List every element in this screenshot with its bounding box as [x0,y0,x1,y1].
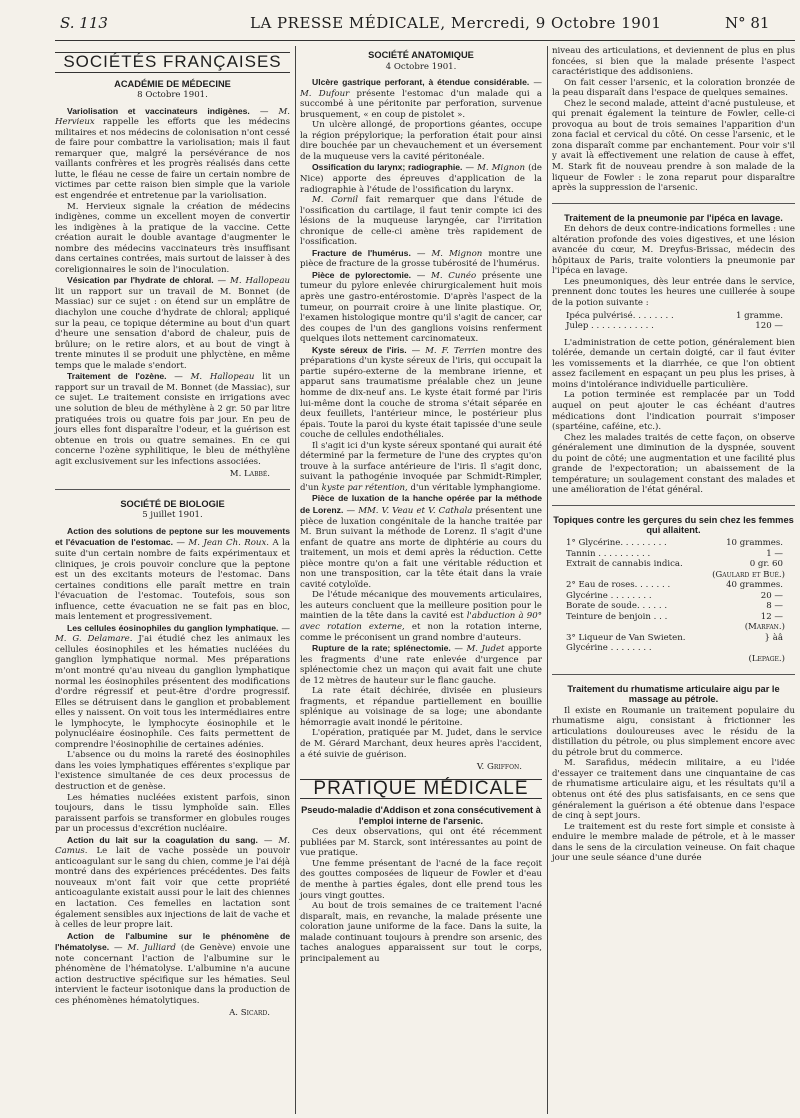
paragraph: L'opération, pratiquée par M. Judet, dans le service de M. Gérard Marchant, deux heures après l'accident, a été suivie de guérison. [300,728,542,760]
anatomique-heading: SOCIÉTÉ ANATOMIQUE [368,50,474,60]
paragraph: M. Cornil fait remarquer que dans l'étude de l'ossification du cartilage, il faut tenir compte ici des lésions de la muqueuse laryngée, car l'irritation chronique de celle-ci amène très rapidement de l'ossification. [300,195,543,248]
article-lait: Action du lait sur la coagulation du sang. — M. Camus. Le lait de vache possède un pouvoir anticoagulant sur le sang du chien, comme je l'ai déjà montré dans des expériences précédentes. Des faits nouveaux m'ont fait voir que cette propriété anticoagulante existait aussi pour le lait des chiennes en lactation. Ces femelles en lactation sont également sensibles aux injections de lait de vache et à celles de leur propre lait. [55,834,291,931]
paragraph: Ces deux observations, qui ont été récemment publiées par M. Starck, sont intéressantes au point de vue pratique. [300,827,542,859]
addison-heading: Pseudo-maladie d'Addison et zona consécutivement à l'emploi interne de l'arsenic. [301,805,541,826]
paragraph: Chez les malades traités de cette façon, on observe généralement une diminution de la dyspnée, souvent du point de côté; une augmentation et une facilité plus grande de l'expectoration; un abaissement de la température; un soulagement constant des malades et une amélioration de l'état général. [552,432,795,496]
column-3 [552,46,795,864]
paragraph: Il existe en Roumanie un traitement populaire du rhumatisme aigu, consistant à frictionner les articulations douloureuses avec le résidu de la distillation du pétrole, ou plus simplement encore avec du pétrole brut du commerce. [552,705,795,758]
academie-date: 8 Octobre 1901. [137,90,208,101]
divider [552,674,795,675]
article-humerus: Fracture de l'humérus. — M. Mignon montre une pièce de fracture de la grosse tubérosité de l'humérus. [300,247,542,270]
paragraph: On fait cesser l'arsenic, et la coloration bronzée de la peau disparaît dans l'espace de quelques semaines. [552,77,795,99]
paragraph: Un ulcère allongé, de proportions géantes, occupe la région prépylorique; la perforation était pour ainsi dire bouchée par un chevauchement et un éversement de la muqueuse vers la cavité péritonéale. [300,120,542,162]
paragraph: La rate était déchirée, divisée en plusieurs fragments, et répandue partiellement en bouillie splénique au voisinage de sa loge; une abondante hémorragie avait inondé le péritoine. [300,686,542,728]
article-vesication: Vésication par l'hydrate de chloral. — M. Hallopeau lit un rapport sur un travail de M. Bonnet (de Massiac) sur ce sujet : on étend sur un emplâtre de diachylon une couche d'hydrate de chloral; appliqué sur la peau, ce topique détermine au bout d'un quart d'heure une sensation d'abord de chaleur, puis de brûlure; on le retire alors, et au bout de vingt à trente minutes il se produit une phlyctène, en même temps que le malade s'endort. [55,275,290,371]
paragraph: L'administration de cette potion, généralement bien tolérée, demande un certain doigté, car il faut éviter les vomissements et la diarrhée, ce que l'on obtient assez facilement en espaçant un peu plus les prises, à moins d'intolérance individuelle particulière. [552,337,795,390]
paragraph: Au bout de trois semaines de ce traitement l'acné disparaît, mais, en revanche, la malade présente une coloration jaune uniforme de la face. Dans la suite, la malade continuant toujours à prendre son arsenic, des taches analogues apparaissent sur tout le corps, principalement au [300,901,542,964]
paragraph: En dehors de deux contre-indications formelles : une altération profonde des voies digestives, et une lésion avancée du cœur, M. Dreyfus-Brissac, médecin des hôpitaux de Paris, traite volontiers la pneumonie par l'ipéca en lavage. [552,224,795,277]
article-luxation: Pièce de luxation de la hanche opérée par la méthode de Lorenz. — MM. V. Veau et V. Cathala présentent une pièce de luxation congénitale de la hanche traitée par M. Brun suivant la méthode de Lorenz. Il s'agit d'une enfant de quatre ans morte de diphtérie au cours du traitement, un mois et demi après la réduction. Cette pièce montre qu'on a fait une véritable réduction et non une transposition, car la tête était dans la vraie cavité cotyloïde. [300,493,542,590]
page-number: S. 113 [60,14,108,32]
article-rate: Rupture de la rate; splénectomie. — M. Judet apporte les fragments d'une rate enlevée d'urgence par splénectomie chez un maçon qui avait fait une chute de 12 mètres de hauteur sur le flanc gauche. [300,643,542,686]
paragraph: Il s'agit ici d'un kyste séreux spontané qui aurait été déterminé par la fermeture de l'une des cryptes qu'on trouve à la surface antérieure de l'iris. Il s'agit donc, suivant la pathogénie invoquée par Schmidt-Rimpler, d'un kyste par rétention, d'un véritable lymphangiome. [300,440,542,493]
section-title-pratique: PRATIQUE MÉDICALE [300,779,542,800]
paragraph: Chez le second malade, atteint d'acné pustuleuse, et qui prenait également la teinture de Fowler, celle-ci provoqua au bout de trois semaines l'apparition d'un zona facial et cervical du côté. On cesse l'arsenic, et le zona disparaît comme par enchantement. Pour voir s'il y avait là effectivement une relation de cause à effet, M. Stark fit de nouveau prendre à son malade de la liqueur de Fowler : le zona reparut pour disparaître après la suppression de l'arsenic. [552,98,795,194]
recipe-ipeca: Ipéca pulvérisé. . . . . . . . 1 gramme. Julep . . . . . . . . . . . . 120 — [566,310,783,332]
biologie-heading: SOCIÉTÉ DE BIOLOGIE [120,498,225,509]
divider [552,505,795,506]
paragraph: M. Hervieux signale la création de médecins indigènes, comme un excellent moyen de convertir les indigènes à la pratique de la vaccine. Cette création aurait le double avantage d'augmenter le nombre des médecins vaccinateurs très insuffisant dans certaines contrées, mais surtout de laisser à des coreligionnaires le soin de l'inoculation. [55,201,290,275]
article-peptone: Action des solutions de peptone sur les mouvements et l'évacuation de l'estomac. — M. Jean Ch. Roux. A la suite d'un certain nombre de faits expérimentaux et cliniques, je crois pouvoir conclure que la peptone est un des excitants moteurs de l'estomac. Dans certaines conditions elle paraît mettre en train l'évacuation de l'estomac. Toutefois, sous son influence, cette évacuation ne se fait pas en bloc, mais lentement et progressivement. [55,525,290,623]
paragraph: Les pneumoniques, dès leur entrée dans le service, prennent donc toutes les heures une cuillerée à soupe de la potion suivante : [552,276,795,309]
paragraph: L'absence ou du moins la rareté des éosinophiles dans les voies lymphatiques efférentes s'explique par l'existence simultanée de ces deux processus de destruction et de genèse. [55,750,290,792]
signature: A. Sicard. [229,1008,270,1019]
pneumonie-heading: Traitement de la pneumonie par l'ipéca en lavage. [564,212,783,223]
article-eosinophiles: Les cellules éosinophiles du ganglion lymphatique. — M. G. Delamare. J'ai étudié chez les animaux les cellules éosinophiles et les hématies nucléées du ganglion lymphatique normal. Mes préparations m'ont montré qu'au niveau du ganglion lymphatique normal les éosinophiles présentent des modifications d'ordre régressif et peut-être d'ordre progressif. Elles se détruisent dans le ganglion et probablement elles y naissent. On voit tous les intermédiaires entre le lymphocyte, le lymphocyte éosinophile et le polynucléaire éosinophile. Ces faits permettent de comprendre l'éosinophilie de certaines adénies. [55,622,291,750]
divider [552,203,795,204]
paragraph: M. Sarafidus, médecin militaire, a eu l'idée d'essayer ce traitement dans une cinquantaine de cas de rhumatisme articulaire aigu, et les résultats qu'il a obtenus ont été des plus satisfaisants, en ce sens que généralement la guérison a été obtenue dans l'espace de cinq à sept jours. [552,758,795,822]
article-kyste: Kyste séreux de l'iris. — M. F. Terrien montre des préparations d'un kyste séreux de l'iris, qui occupait la partie supéro-externe de la membrane irienne, et apparut sans traumatisme préalable chez un jeune homme de dix-neuf ans. Le kyste était formé par l'iris lui-même dont la couche de stroma s'était séparée en deux feuillets, l'antérieur mince, le postérieur plus épais. Toute la paroi du kyste était tapissée d'une seule couche de cellules endothéliales. [300,344,543,441]
article-larynx: Ossification du larynx; radiographie. — M. Mignon (de Nice) apporte des épreuves d'application de la radiographie à l'étude de l'ossification du larynx. [300,162,543,195]
paragraph: Une femme présentant de l'acné de la face reçoit des gouttes composées de liqueur de Fowler et d'eau de menthe à parties égales, dont elle prend tous les jours vingt gouttes. [300,858,542,901]
column-2 [300,46,542,964]
topiques-heading: Topiques contre les gerçures du sein chez les femmes qui allaitent. [553,514,794,536]
section-title-societes: SOCIÉTÉS FRANÇAISES [55,52,290,73]
paragraph: La potion terminée est remplacée par un Todd auquel on peut ajouter le cas échéant d'autres médications dont l'indication pourrait s'imposer (spartéine, caféine, etc.). [552,390,795,433]
column-divider-2 [547,46,548,1114]
biologie-date: 5 juillet 1901. [142,510,203,521]
column-divider-1 [295,46,296,1114]
article-variolisation: Variolisation et vaccinateurs indigènes. — M. Hervieux rappelle les efforts que les médecins militaires et nos médecins de colonisation n'ont cessé de faire pour combattre la variolisation; mais il faut remarquer que, malgré la persévérance de nos vaillants confrères et les progrès réalisés dans cette lutte, le fléau ne cesse de faire un certain nombre de victimes par cette raison bien simple que la variole est engendrée et entretenue par la variolisation. [55,105,291,202]
paragraph: Les hématies nucléées existent parfois, sinon toujours, dans le tissu lymphoïde sain. Elles paraissent parfois se transformer en globules rouges par un processus d'excrétion nucléaire. [55,792,290,835]
article-ozene: Traitement de l'ozène. — M. Hallopeau lit un rapport sur un travail de M. Bonnet (de Massiac), sur ce sujet. Le traitement consiste en irrigations avec une solution de bleu de méthylène à 2 gr. 50 par litre pratiquées trois ou quatre fois par jour. En peu de jours elles font disparaître l'odeur, et la guérison est obtenue en trois ou quatre semaines. En ce qui concerne l'ozène syphilitique, le bleu de méthylène agit exclusivement sur les infections associées. [55,371,290,467]
signature: V. Griffon. [476,762,522,773]
academie-heading: ACADÉMIE DE MÉDECINE [114,78,231,89]
rhumatisme-heading: Traitement du rhumatisme articulaire aigu par le massage au pétrole. [567,683,780,705]
anatomique-date: 4 Octobre 1901. [385,61,457,72]
paragraph: De l'étude mécanique des mouvements articulaires, les auteurs concluent que la meilleure position pour le maintien de la tête dans la cavité est l'abduction à 90° avec rotation externe, et non la rotation interne, comme le préconisent un grand nombre d'auteurs. [300,590,542,643]
formula-list: 1° Glycérine. . . . . . . . . 10 grammes. Tannin . . . . . . . . . . 1 — Extrait de cannabis indica. 0 gr. 60 (Gaulard et Bué.) 2° Eau de roses. . . . . . . 40 grammes. Glycérine . . . . . . . . 20 — Borate de soude. . . . . . 8 — Teinture de benjoin . . . 12 — (Marfan.) 3° Liqueur de Van Swieten. } àâ Glycérine . . . . . . . . (Lepage.) [566,537,785,664]
column-1 [55,46,290,1023]
divider [55,489,290,490]
article-ulcere: Ulcère gastrique perforant, à étendue considérable. — M. Dufour présente l'estomac d'un malade qui a succombé à une péritonite par perforation, survenue brusquement, « en coup de pistolet ». [300,77,543,120]
paragraph: niveau des articulations, et deviennent de plus en plus foncées, si bien que la malade présente l'aspect caractéristique des addisoniens. [552,46,795,78]
article-pylorectomie: Pièce de pylorectomie. — M. Cunéo présente une tumeur du pylore enlevée chirurgicalement huit mois après une gastro-entérostomie. D'après l'aspect de la tumeur, on pourrait croire à une linite plastique. Or, l'examen histologique montre qu'il s'agit de cancer, car des coupes de l'un des ganglions voisins renferment quelques ilots nettement carcinomateux. [300,269,543,345]
journal-title: LA PRESSE MÉDICALE, Mercredi, 9 Octobre 1901 [250,14,662,32]
paragraph: Le traitement est du reste fort simple et consiste à enduire le membre malade de pétrole, et à le masser dans le sens de la circulation veineuse. On fait chaque jour une seule séance d'une durée [552,821,795,864]
issue-number: N° 81 [725,14,770,32]
article-albumine: Action de l'albumine sur le phénomène de l'hématolyse. — M. Julliard (de Genève) envoie une note concernant l'action de l'albumine sur le phénomène de l'hématolyse. L'albumine n'a aucune action destructive spécifique sur les hématies. Seul intervient le facteur isotonique dans la production de ces phénomènes hématolytiques. [55,930,290,1006]
header-rule [55,40,795,41]
signature: M. Labbé. [229,469,270,480]
